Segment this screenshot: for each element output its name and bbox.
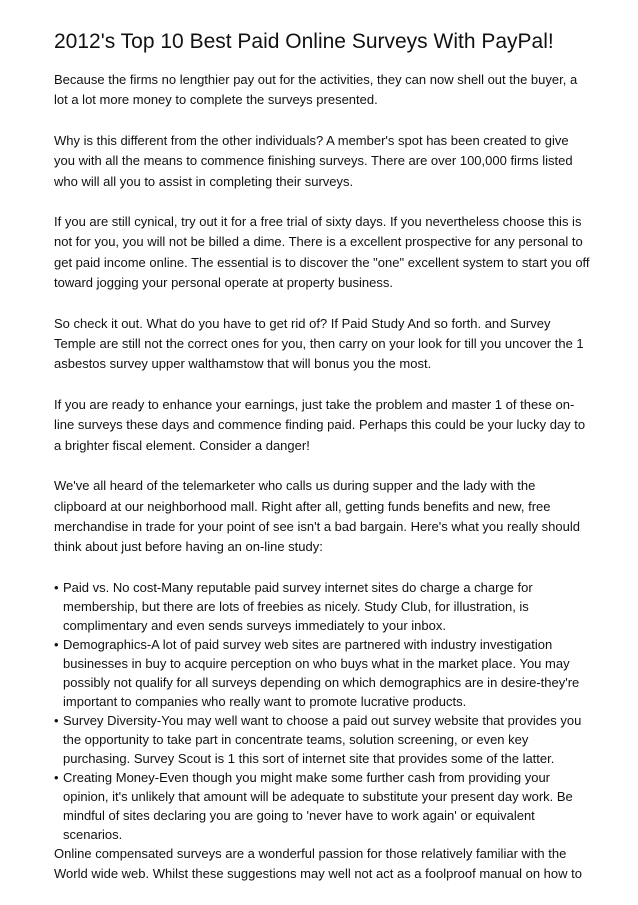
- bullet-icon: •: [54, 712, 59, 728]
- document-page: [54, 30, 590, 905]
- list-item-text: Demographics-A lot of paid survey web sites are partnered with industry investigation businesses in buy to acquire perception on who buys what in the market place. You may possibly not qualify for all surveys depending on which demographics are in desire-they're important to companies who really want to promote lucrative products.: [63, 636, 580, 709]
- tips-list: [54, 578, 590, 844]
- paragraph-3: If you are still cynical, try out it for a free trial of sixty days. If you nevertheless choose this is not for you, you will not be billed a dime. There is a excellent prospective for any personal to get paid income online. The essential is to discover the "one" excellent system to start you off toward jogging your personal operate at property business.: [54, 214, 590, 291]
- list-item: [54, 768, 590, 844]
- paragraph-2: Why is this different from the other individuals? A member's spot has been created to give you with all the means to commence finishing surveys. There are over 100,000 firms listed who will all you to assist in completing their surveys.: [54, 132, 573, 189]
- list-item: [54, 578, 590, 635]
- paragraph-5: If you are ready to enhance your earnings, just take the problem and master 1 of these on-line surveys these days and commence finding paid. Perhaps this could be your lucky day to a brighter fiscal element. Consider a danger!: [54, 396, 586, 453]
- list-item-text: Survey Diversity-You may well want to choose a paid out survey website that provides you the opportunity to take part in concentrate teams, solution screening, or even key purchasing. Survey Scout is 1 this sort of internet site that provides some of the latter.: [63, 712, 582, 766]
- list-item: [54, 711, 590, 768]
- page-title: 2012's Top 10 Best Paid Online Surveys With PayPal!: [54, 30, 554, 53]
- paragraph-6: We've all heard of the telemarketer who calls us during supper and the lady with the clipboard at our neighborhood mall. Right after all, getting funds benefits and new, free merchandise in trade for your point of see isn't a bad bargain. Here's what you really should think about just before having an on-line study:: [54, 478, 580, 555]
- list-item-text: Creating Money-Even though you might make some further cash from providing your opinion, it's unlikely that amount will be adequate to substitute your present day work. Be mindful of sites declaring you are going to 'never have to work again' or equivalent scenarios.: [63, 769, 573, 842]
- bullet-icon: •: [54, 769, 59, 785]
- list-item-text: Paid vs. No cost-Many reputable paid survey internet sites do charge a charge for membership, but there are lots of freebies as nicely. Study Club, for illustration, is complimentary and even sends surveys immediately to your inbox.: [63, 579, 533, 633]
- paragraph-1: Because the firms no lengthier pay out for the activities, they can now shell out the buyer, a lot a lot more money to complete the surveys presented.: [54, 72, 578, 108]
- paragraph-4: So check it out. What do you have to get rid of? If Paid Study And so forth. and Survey Temple are still not the correct ones for you, then carry on your look for till you uncover the 1 asbestos survey upper walthamstow that will bonus you the most.: [54, 315, 584, 372]
- bullet-icon: •: [54, 579, 59, 595]
- bullet-icon: •: [54, 636, 59, 652]
- closing-paragraph: Online compensated surveys are a wonderful passion for those relatively familiar with the World wide web. Whilst these suggestions may well not act as a foolproof manual on how to: [54, 845, 582, 882]
- list-item: [54, 635, 590, 711]
